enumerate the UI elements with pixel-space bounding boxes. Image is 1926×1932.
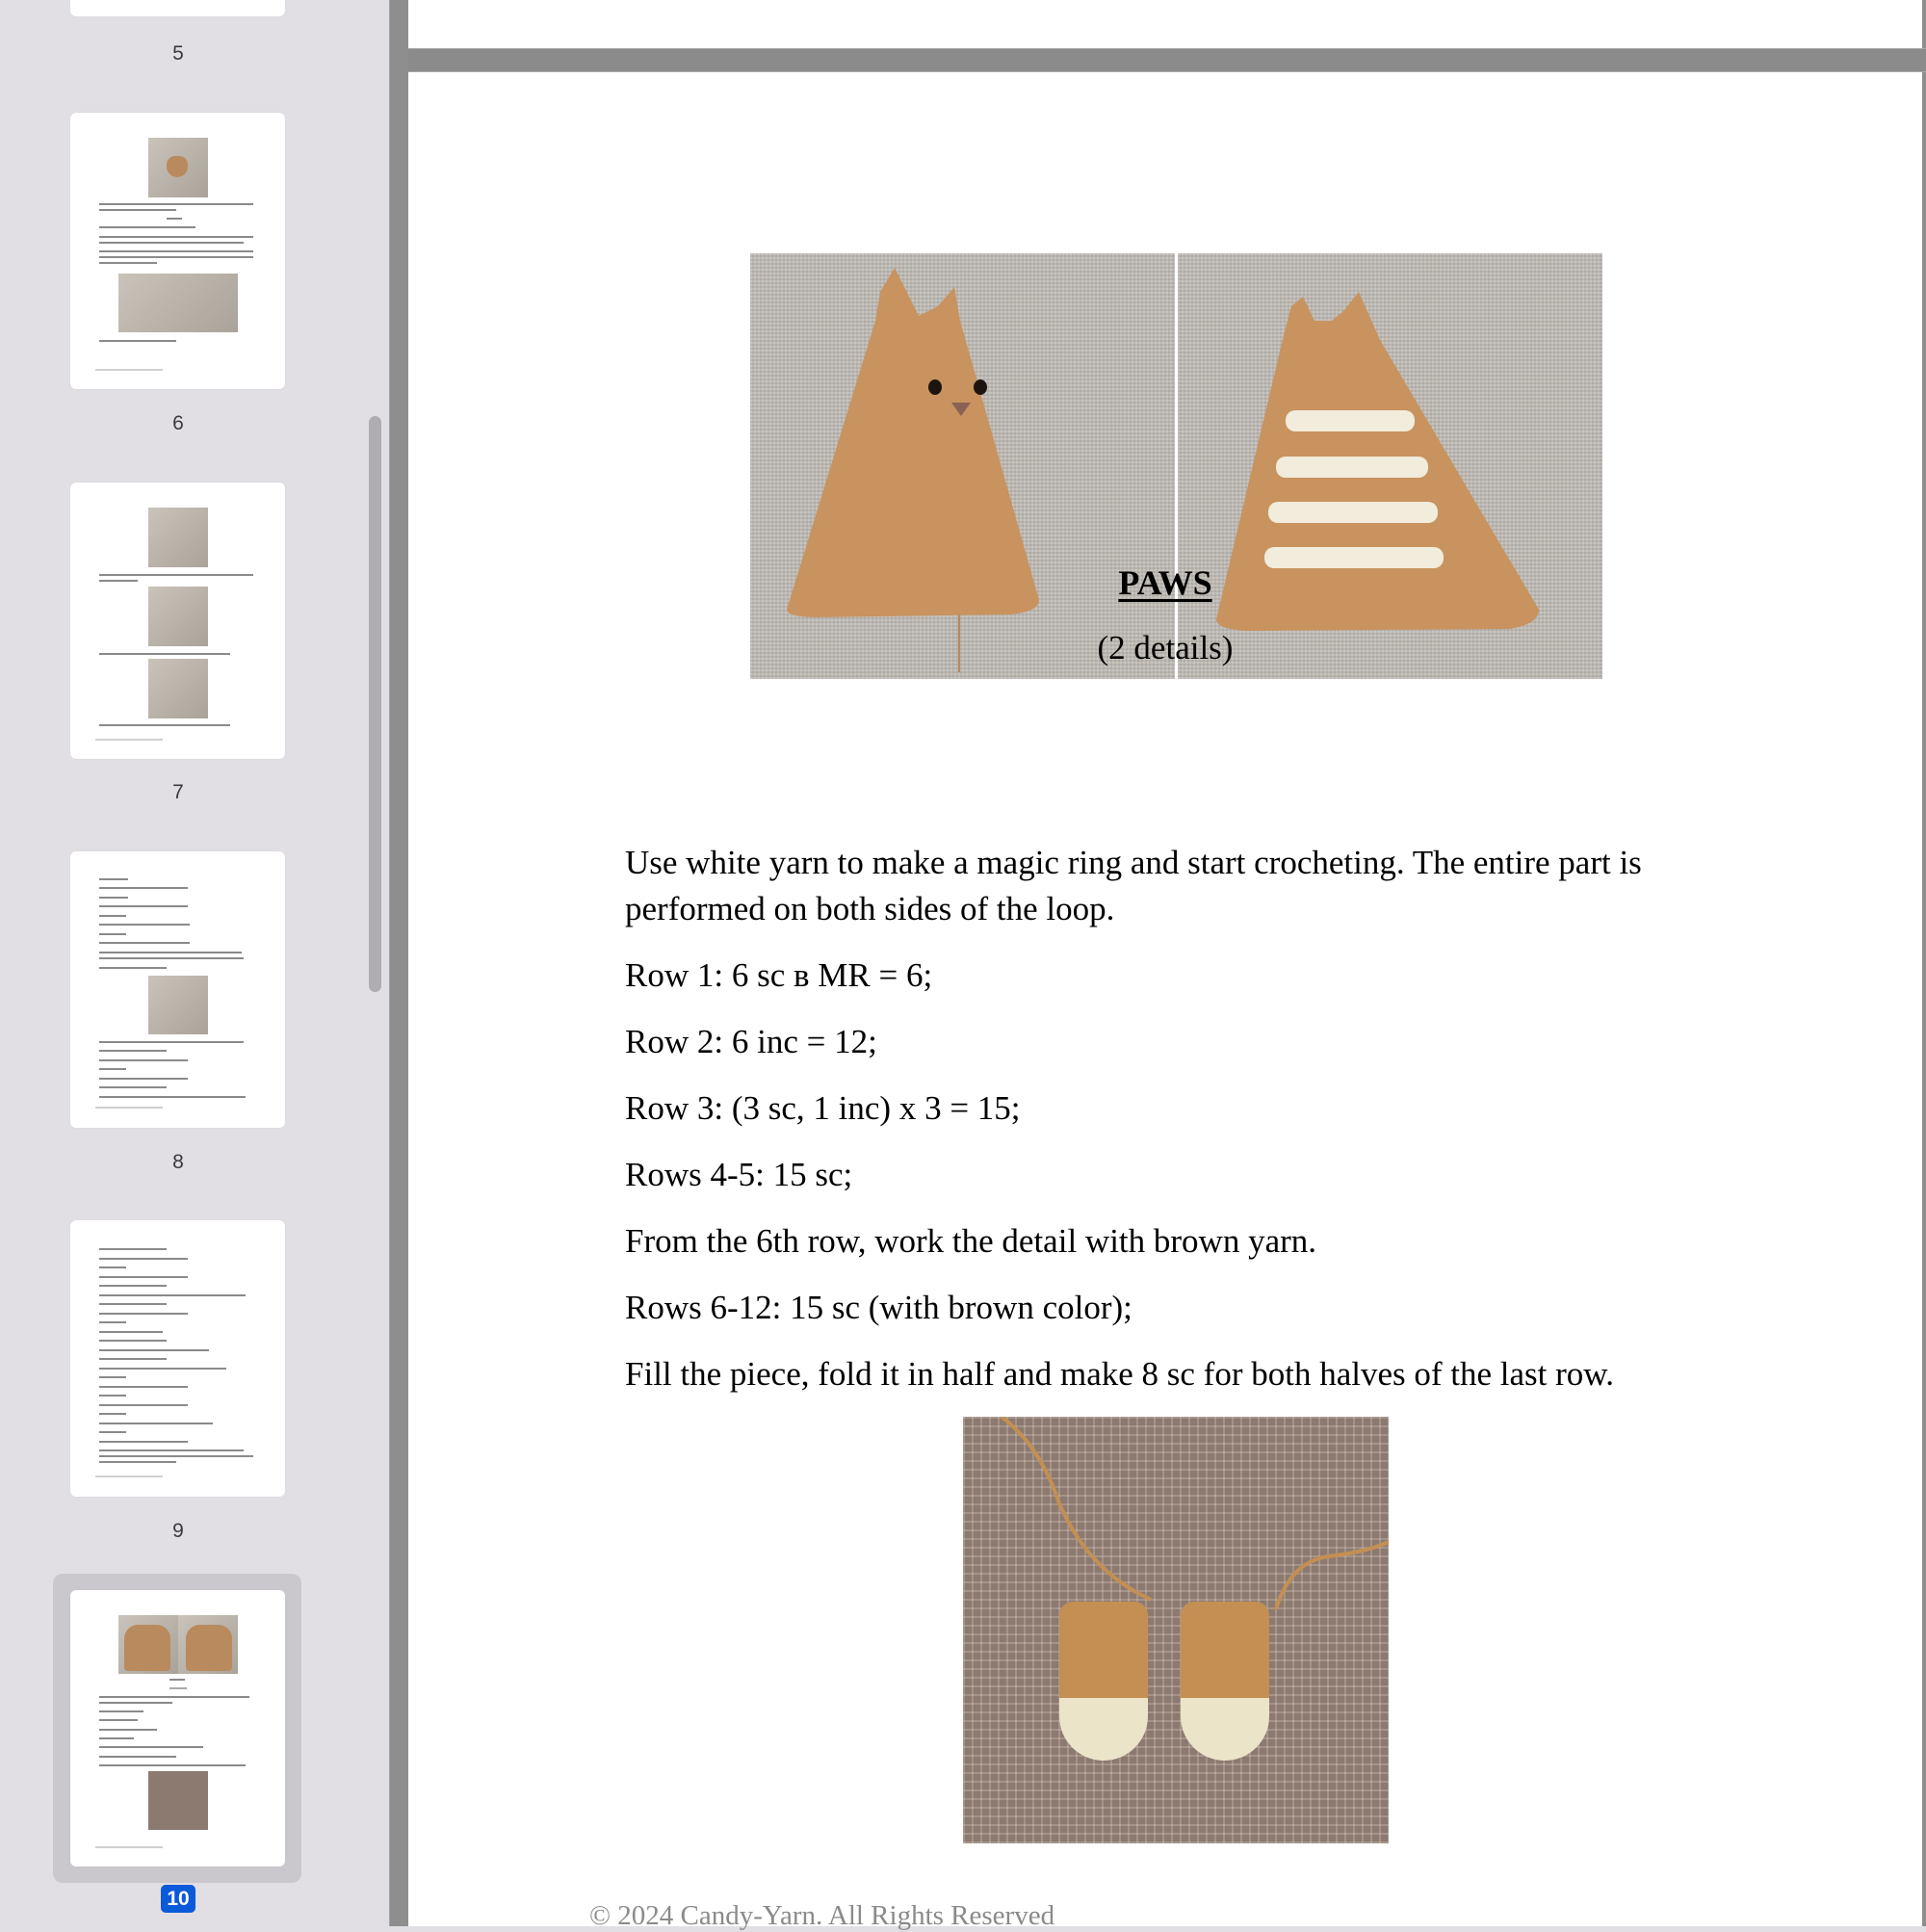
- thumbnail-text-line: [99, 1078, 188, 1080]
- thumbnail-text-line: [99, 1376, 126, 1378]
- thumbnail-text-line: [99, 1719, 138, 1721]
- paw-brown-part: [1059, 1602, 1148, 1698]
- thumbnail-text-line: [99, 1455, 253, 1457]
- thumbnail-text-line: [99, 1729, 157, 1731]
- thumbnail-label-page-8: 8: [172, 1151, 184, 1173]
- thumbnail-footer: [95, 1846, 163, 1848]
- thumbnail-text-line: [99, 226, 195, 228]
- thumbnail-label-page-9: 9: [172, 1520, 184, 1542]
- thumbnail-image: [148, 1771, 208, 1830]
- page-footer-copyright: © 2024 Candy-Yarn. All Rights Reserved: [589, 1900, 1055, 1931]
- thumbnail-text-line: [99, 933, 126, 935]
- thumbnail-text-line: [99, 1285, 167, 1287]
- thumbnail-text-line: [99, 1431, 126, 1433]
- paw-brown-part: [1181, 1602, 1269, 1698]
- thumbnail-text-line: [99, 1294, 246, 1296]
- thumbnail-text-line: [99, 1313, 188, 1315]
- thumbnail-text-line: [99, 250, 253, 252]
- thumbnail-text-line: [99, 653, 230, 655]
- cat-nose: [951, 403, 971, 416]
- paw-white-tip: [1181, 1698, 1269, 1761]
- thumbnail-text-line: [99, 1340, 167, 1342]
- thumbnail-text-line: [99, 1413, 126, 1415]
- thumbnail-text-line: [99, 905, 188, 907]
- current-page-badge: 10: [161, 1885, 195, 1913]
- thumbnail-footer: [95, 1475, 163, 1477]
- page-gap: [408, 48, 1926, 72]
- thumbnail-page-6[interactable]: [70, 113, 285, 389]
- instruction-row-2: Row 2: 6 inc = 12;: [625, 1023, 877, 1060]
- sidebar-scrollbar-thumb[interactable]: [369, 416, 381, 992]
- instruction-paragraph: Use white yarn to make a magic ring and start crocheting. The entire part is performed on both sides of the loop.: [625, 844, 1642, 927]
- thumbnail-text-line: [99, 1349, 209, 1351]
- thumbnail-text-line: [99, 1764, 246, 1766]
- thumbnail-text-line: [99, 1737, 134, 1739]
- thumbnail-text-line: [99, 1702, 172, 1704]
- paw-white-tip: [1059, 1698, 1148, 1761]
- thumbnail-page-8[interactable]: [70, 851, 285, 1128]
- thumbnail-text-line: [99, 1276, 188, 1278]
- thumbnail-text-line: [99, 1696, 249, 1698]
- thumbnail-text-line: [99, 1461, 176, 1463]
- section-subtitle: (2 details): [1097, 629, 1234, 666]
- cat-back-panel: [1178, 253, 1602, 679]
- thumbnail-text-line: [99, 1441, 188, 1443]
- thumbnail-text-line: [99, 242, 244, 244]
- thumbnail-text-line: [99, 1321, 126, 1323]
- document-page-10: [408, 72, 1922, 1931]
- cat-body-front-and-back-photo: [750, 253, 1602, 679]
- thumbnail-text-line: [99, 1086, 167, 1088]
- instruction-row-3: Row 3: (3 sc, 1 inc) x 3 = 15;: [625, 1089, 1021, 1127]
- thumbnail-page-5[interactable]: [70, 0, 285, 16]
- thumbnail-text-line: [99, 236, 253, 238]
- instruction-rows-4-5: Rows 4-5: 15 sc;: [625, 1156, 853, 1193]
- thumbnail-text-line: [99, 897, 128, 899]
- thumbnail-text-line: [99, 942, 190, 944]
- thumbnail-text-line: [99, 1710, 143, 1712]
- instruction-row-1: Row 1: 6 sc в MR = 6;: [625, 956, 933, 994]
- yarn-tails: [963, 1417, 1389, 1843]
- thumbnail-text-line: [99, 1096, 246, 1098]
- thumbnail-text-line: [99, 1266, 126, 1268]
- thumbnail-text-line: [99, 1404, 188, 1406]
- thumbnail-image: [148, 587, 208, 646]
- cat-eye-right: [974, 379, 987, 395]
- previous-page-bottom: [408, 0, 1922, 48]
- section-title: PAWS: [1118, 563, 1212, 602]
- thumbnail-text-line: [99, 1050, 167, 1052]
- thumbnail-image: [148, 508, 208, 567]
- thumbnail-text-line: [99, 256, 253, 258]
- thumbnail-text-line: [99, 203, 253, 205]
- paw-right: [1181, 1602, 1269, 1761]
- thumbnail-text-line: [99, 1358, 167, 1360]
- thumbnail-text-line: [99, 262, 157, 264]
- thumbnail-text-line: [99, 1368, 226, 1370]
- instruction-finish: Fill the piece, fold it in half and make 8 sc for both halves of the last row.: [625, 1355, 1615, 1393]
- thumbnail-text-line: [99, 1386, 188, 1388]
- cat-front-shape: [750, 253, 1175, 679]
- thumbnail-text-line: [99, 952, 242, 953]
- thumbnail-text-line: [99, 574, 253, 576]
- paw-left: [1059, 1602, 1148, 1761]
- cat-eye-left: [928, 379, 942, 395]
- thumbnail-image-detail: [186, 1625, 232, 1671]
- thumbnail-text-line: [99, 924, 190, 926]
- thumbnail-label-page-7: 7: [172, 781, 184, 803]
- thumbnail-text-line: [99, 1423, 213, 1424]
- thumbnail-sidebar: [0, 0, 389, 1926]
- instruction-color-change: From the 6th row, work the detail with brown yarn.: [625, 1222, 1317, 1260]
- thumbnail-image-detail: [167, 156, 188, 177]
- thumbnail-page-9[interactable]: [70, 1220, 285, 1497]
- thumbnail-image-detail: [124, 1625, 170, 1671]
- thumbnail-label-page-6: 6: [172, 412, 184, 434]
- instruction-rows-6-12: Rows 6-12: 15 sc (with brown color);: [625, 1289, 1132, 1326]
- thumbnail-image: [148, 659, 208, 718]
- thumbnail-footer: [95, 739, 163, 741]
- thumbnail-text-line: [99, 340, 176, 342]
- white-stripe: [1276, 457, 1428, 478]
- thumbnail-text-line: [99, 1395, 126, 1397]
- paws-photo: [963, 1417, 1389, 1843]
- thumbnail-text-line: [99, 1303, 167, 1305]
- thumbnail-text-line: [99, 724, 230, 726]
- thumbnail-text-line: [99, 1041, 244, 1043]
- thumbnail-footer: [95, 1107, 163, 1109]
- cat-front-panel: [750, 253, 1175, 679]
- thumbnail-text-line: [99, 209, 176, 211]
- document-viewer: [408, 0, 1926, 1931]
- thumbnail-label-page-5: 5: [172, 42, 184, 65]
- thumbnail-text-line: [99, 915, 126, 917]
- thumbnail-text-line: [167, 218, 182, 220]
- thumbnail-text-line: [99, 1756, 176, 1758]
- thumbnail-text-line: [99, 1059, 188, 1061]
- thumbnail-image: [148, 976, 208, 1034]
- thumbnail-image: [118, 274, 238, 332]
- thumbnail-page-7[interactable]: [70, 483, 285, 759]
- white-stripe: [1286, 410, 1415, 431]
- thumbnail-text-line: [169, 1679, 185, 1681]
- thumbnail-text-line: [99, 967, 167, 969]
- white-stripe: [1268, 502, 1438, 523]
- thumbnail-page-10[interactable]: [70, 1590, 285, 1867]
- thumbnail-text-line: [99, 1248, 167, 1250]
- thumbnail-text-line: [99, 1068, 126, 1070]
- thumbnail-text-line: [99, 1331, 163, 1333]
- sidebar-divider[interactable]: [389, 0, 409, 1926]
- thumbnail-footer: [95, 369, 163, 371]
- thumbnail-text-line: [99, 580, 138, 582]
- thumbnail-text-line: [99, 1258, 188, 1260]
- thumbnail-text-line: [169, 1687, 187, 1689]
- thumbnail-text-line: [99, 957, 244, 959]
- thumbnail-text-line: [99, 887, 188, 889]
- thumbnail-text-line: [99, 1449, 244, 1451]
- thumbnail-text-line: [99, 1746, 203, 1748]
- thumbnail-text-line: [99, 878, 128, 880]
